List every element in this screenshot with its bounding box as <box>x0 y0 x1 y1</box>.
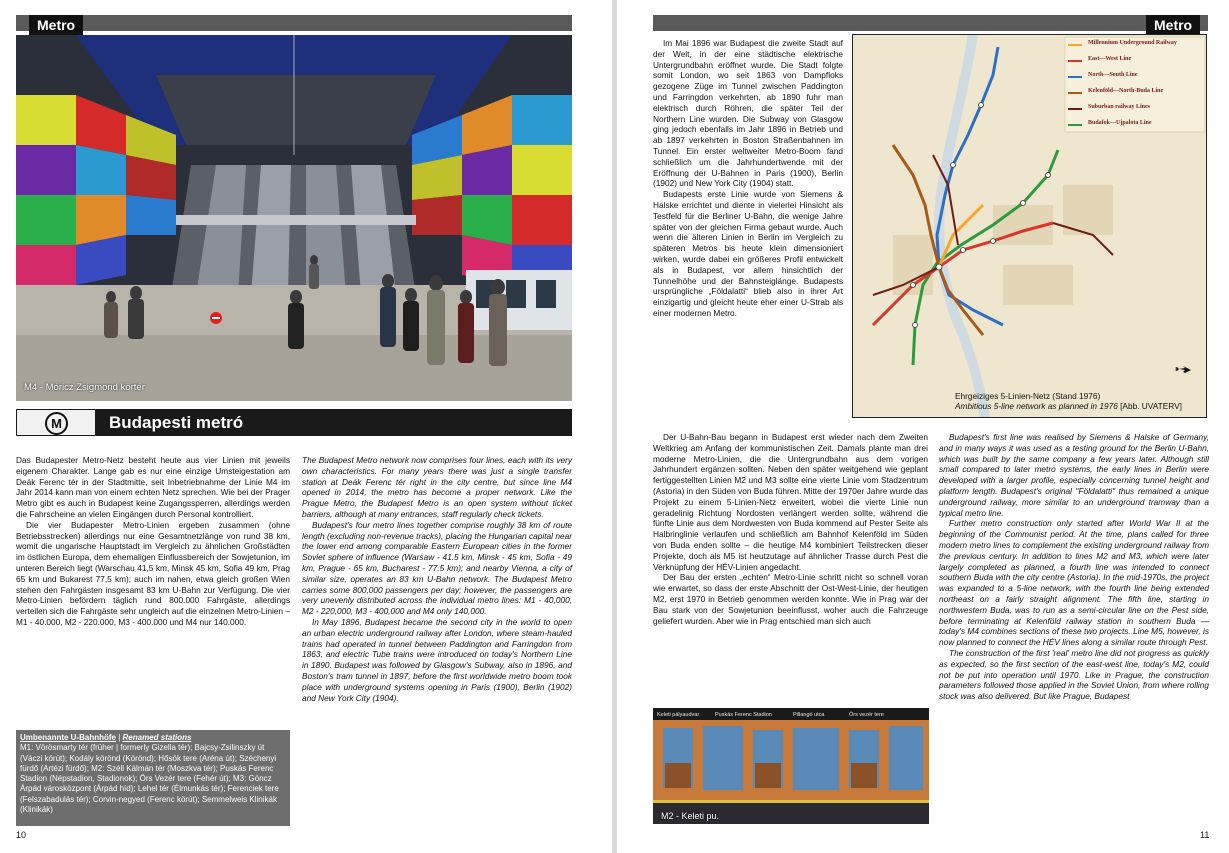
map-caption-de: Ehrgeiziges 5-Linien-Netz (Stand 1976) <box>955 391 1101 401</box>
renamed-stations-box <box>16 730 290 826</box>
right-en-column <box>939 432 1209 702</box>
right-de-mid-column <box>653 432 928 626</box>
left-de-paragraph: Das Budapester Metro-Netz besteht heute aus vier Linien mit jeweils eigenem Charakter. Lange gab es nur eine einzige Umsteigestation am Deák Ferenc tér in der Stadtmitte, seit Inbetriebnahme der Linie M4 im Jahr 2014 kann man von einem echten Netz sprechen. Wie bei der Prager Metro gibt es auch in Budapest keine Zugangssperren, allerdings werden die Fahrscheine an vielen Eingängen durch Personal kontrolliert. <box>16 455 290 519</box>
keleti-photo <box>653 708 929 824</box>
photo-caption: M4 - Móricz Zsigmond körtér <box>24 382 145 393</box>
right-en-paragraph: Budapest's first line was realised by Siemens & Halske of Germany, and in many ways it was used as a testing ground for the Berlin U-Bahn, which was built by the same company a few years later. Although still small compared to later metro systems, the early lines in Berlin were developed with a larger profile, especially concerning tunnel height and platform length. Budapest's original "Földalatti" thus remained a unique underground railway, more similar to an underground tramway than a typical metro line. <box>939 432 1209 518</box>
right-section-label: Metro <box>1146 15 1200 35</box>
right-de-top-column <box>653 38 843 319</box>
legend-label: North—South Line <box>1088 72 1138 78</box>
legend-label: Millennium Underground Railway <box>1088 40 1177 46</box>
article-title: Budapesti metró <box>109 413 244 432</box>
left-page-number: 10 <box>16 830 27 840</box>
right-page-number: 11 <box>1200 830 1210 840</box>
legend-swatch <box>1068 92 1082 94</box>
legend-swatch <box>1068 44 1082 46</box>
left-section-label: Metro <box>29 15 83 35</box>
right-header-bar <box>653 15 1208 31</box>
right-en-paragraph: Further metro construction only started after World War II at the beginning of the Communist period. At the time, plans called for three modern metro lines to complement the existing underground railway from the previous century. In addition to lines M2 and M3, which were later largely completed as planned, a fourth line was intended to connect southern Buda with the city centre (Astoria). In the mid-1970s, the project was expanded to a 5-line network, with the fourth line being extended northeast on a fairly straight alignment. The fifth line, starting in northwestern Buda, was to run as a semi-circular line on the Pest side, before terminating at Kelenföld railway station in southern Buda — today's M4 combines sections of these two projects. Line M5, however, is now planned to connect the HÉV lines along a similar route through Pest. <box>939 518 1209 648</box>
left-en-paragraph: The Budapest Metro network now comprises four lines, each with its very own characteristics. For many years there was just a single transfer station at Deák Ferenc tér right in the city centre, but since line M4 opened in 2014, the metro has become a proper network. Like the Prague Metro, the Budapest Metro is an open system without ticket barriers, although at many entrances, staff regularly check tickets. <box>302 455 572 519</box>
left-header-bar <box>16 15 572 31</box>
right-de-paragraph: Im Mai 1896 war Budapest die zweite Stadt auf der Welt, in der eine städtische elektrische Untergrundbahn eröffnet wurde. Die Stadt folgte somit London, wo seit 1863 von Dampfloks gezogene Züge im Tunnel zwischen Paddington und Farringdon verkehrten, ab 1890 fuhr man elektrisch durch Röhren, die später Teil der Northern Line wurden. Die Subway von Glasgow ging jedoch ebenfalls im Jahr 1896 in Betrieb und ab 1897 verkehrten in Boston Straßenbahnen im Tunnel. Ein erster weltweiter Metro-Boom fand schließlich um die Jahrhundertwende mit der Eröffnung der U-Bahnen in Paris (1900), Berlin (1902) und New York City (1904) statt. <box>653 38 843 189</box>
sign-label: Örs vezér tere <box>849 712 884 718</box>
legend-label: East—West Line <box>1088 56 1132 62</box>
left-en-column <box>302 455 572 703</box>
legend-swatch <box>1068 60 1082 62</box>
map-caption-en-line: Ambitious 5-line network as planned in 1976 [Abb. UVATERV] <box>955 401 1182 411</box>
sign-label: Pillangó utca <box>793 712 825 718</box>
legend-label: Budafok—Ujpalota Line <box>1088 120 1152 126</box>
legend-label: Suburban railway Lines <box>1088 104 1151 110</box>
station-photo <box>16 35 572 401</box>
legend-swatch <box>1068 76 1082 78</box>
right-de-paragraph: Der Bau der ersten „echten“ Metro-Linie schritt nicht so schnell voran wie erwartet, so dass der erste Abschnitt der Ost-West-Linie, der heutigen M2, erst 1970 in Betrieb genommen werden konnte. Wie in Prag war der Bau stark von der Sowjetunion beeinflusst, woher auch die Fahrzeuge geliefert wurden. Aber wie in Prag entschied man sich auch <box>653 572 928 626</box>
logo-box <box>16 409 96 436</box>
right-en-paragraph: The construction of the first 'real' metro line did not progress as quickly as expected, so the first section of the east-west line, today's M2, could not be put into operation until 1970. Like in Prague, the construction parameters followed those applied in the Soviet Union, from where rolling stock was also delivered. But like Prague, Budapest <box>939 647 1209 702</box>
left-en-paragraph: Budapest's four metro lines together comprise roughly 38 km of route length (excluding non-revenue tracks), placing the Hungarian capital near the lower end among comparable Eastern European cities in the former Soviet sphere of influence (Warsaw - 41.5 km, Minsk - 45 km, Sofia - 49 km, Prague - 65 km, Bucharest - 77.5 km); and nearby Vienna, a city of similar size, operates an 83 km U-Bahn network. The Budapest Metro carries some 800,000 passengers per day; however, the passengers are very unevenly distributed across the individual metro lines: M1 - 40,000, M2 - 220,000, M3 - 400,000 and M4 only 140,000. <box>302 519 572 617</box>
renamed-text: M1: Vörösmarty tér (früher | formerly Gizella tér); Bajcsy-Zsilinszky út (Váczi körút); Kodály körönd (Körönd); Hősök tere (Aréna út); Széchenyi fürdő (Artézi fürdő); M2: Széll Kálmán tér (Moszkva tér); Puskás Ferenc Stadion (Népstadion, Stadionok); Örs Vezér tere (Fehér út); M3: Göncz Árpád városközpont (Árpád híd); Lehel tér (Élmunkás tér); Ferenciek tere (Felszabadulás tér); Corvin-negyed (Ferenc körút); Semmelweis Klinikák (Klinikák) <box>20 743 279 815</box>
map-caption <box>852 391 1207 417</box>
metro-logo-icon: M <box>45 412 68 435</box>
left-de-paragraph: Die vier Budapester Metro-Linien ergeben zusammen (ohne Betriebsstrecken) allerdings nur eine Gesamtnetzlänge von rund 38 km, womit die ungarische Hauptstadt im Vergleich zu ähnlichen Großstädten im östlichen Europa, dem ehemaligen Einflussbereich der Sowjetunion, im unteren Bereich liegt (Warschau 41,5 km, Minsk 45 km, Sofia 49 km, Prag 65 km und Bukarest 77,5 km); auch im nahen, etwa gleich großen Wien stehen den Fahrgästen insgesamt 83 km U-Bahn zur Verfügung. Die vier Metro-Linien befördern täglich rund 800.000 Fahrgäste, allerdings verteilen sich die Fahrgäste sehr ungleich auf die einzelnen Metro-Linien – M1 - 40.000, M2 - 220.000, M3 - 400.000 und M4 nur 140.000. <box>16 519 290 627</box>
photo2-caption: M2 - Keleti pu. <box>661 811 720 821</box>
renamed-heading: Umbenannte U-Bahnhöfe | Renamed stations <box>20 733 192 742</box>
right-de-paragraph: Budapests erste Linie wurde von Siemens & Halske errichtet und diente in vielerlei Hinsicht als Testfeld für die Berliner U-Bahn, die wenige Jahre später von der gleichen Firma gebaut wurde. Auch wenn die älteren Linien in Berlin im Vergleich zu späteren Metros bis heute klein dimensioniert wirken, wurde dabei ein größeres Profil entwickelt als in Budapest, vor allem hinsichtlich der Tunnelhöhe und der Bahnsteiglänge. Budapests ursprüngliche „Földalatti“ blieb also in ihrer Art einzigartig und gleicht heute eher einer U-Strab als einer modernen Metro. <box>653 189 843 318</box>
left-en-paragraph: In May 1896, Budapest became the second city in the world to open an urban electric underground railway after London, where steam-hauled trains had operated in tunnel between Paddington and Farringdon from 1863, and electric Tube trains were introduced on today's Northern Line in 1890. Budapest was followed by Glasgow's Subway, also in 1896, and Boston's tram tunnel in 1897, before the first worldwide metro boom took place with underground systems opening in Paris (1900), Berlin (1902) and New York City (1904). <box>302 616 572 703</box>
article-title-bar <box>16 409 572 436</box>
legend-swatch <box>1068 108 1082 110</box>
right-de-paragraph: Der U-Bahn-Bau begann in Budapest erst wieder nach dem Zweiten Weltkrieg am Anfang der kommunistischen Zeit. Damals plante man drei moderne Metro-Linien, die die Untergrundbahn aus dem vorigen Jahrhundert ergänzen sollten. Neben den später weitgehend wie geplant fertiggestellten Linien M2 und M3 sollte eine vierte Linie vom Stadzentrum (Astoria) in den Süden von Buda führen. Mitte der 1970er Jahre wurde das Projekt zu einem 5-Linien-Netz erweitert, wobei die vierte Linie nun geradelinig Richtung Nordosten verlängert werden sollte, während die fünfte Linie aus dem Nordwesten von Buda kommend auf Pester Seite als Halbringlinie verlaufen und schließlich am Bahnhof Kelenföld im Süden von Buda enden sollte – die heutige M4 kombiniert Teilstrecken dieser Projekte, doch als M5 ist heutzutage auf ähnlicher Trasse durch Pest die Verknüpfung der HÉV-Linien angedacht. <box>653 432 928 572</box>
left-de-column <box>16 455 290 628</box>
sign-label: Keleti pályaudvar <box>657 712 700 718</box>
legend-swatch <box>1068 124 1082 126</box>
left-page <box>0 0 612 853</box>
legend-label: Kelenföld—North-Buda Line <box>1088 88 1164 94</box>
sign-label: Puskás Ferenc Stadion <box>715 712 772 718</box>
